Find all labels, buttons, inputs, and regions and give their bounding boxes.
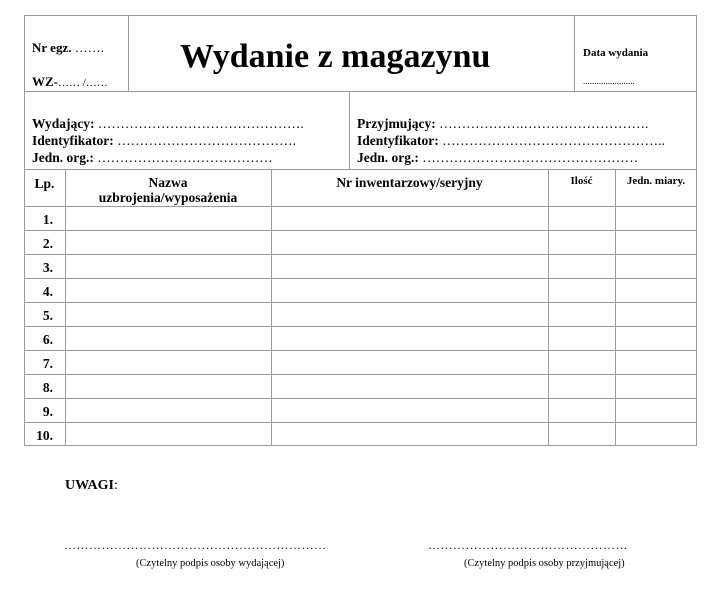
- col-header-name: [65, 175, 271, 205]
- table-row-line: [24, 398, 697, 399]
- nr-egz-value: …….: [74, 40, 104, 55]
- receiver-id-value: …………………………………………..: [442, 133, 665, 148]
- table-row-number: 1.: [42, 212, 53, 227]
- receiver-value: ……………….……………………….: [439, 116, 649, 131]
- receiver-signature-caption: (Czytelny podpis osoby przyjmującej): [464, 558, 625, 569]
- header-bottom-line: [24, 91, 697, 92]
- issuer-unit-label: Jedn. org.:: [32, 150, 94, 165]
- table-row-line: [24, 326, 697, 327]
- table-header-line: [24, 206, 697, 207]
- col-line-qty: [615, 169, 616, 446]
- receiver-row: [357, 115, 665, 132]
- col-header-name-line1: Nazwa: [148, 175, 188, 190]
- table-row-number: 5.: [42, 308, 53, 323]
- notes-colon: :: [114, 478, 118, 493]
- col-header-lp: Lp.: [34, 176, 55, 191]
- receiver-block: [357, 115, 665, 166]
- wz-label: WZ-: [32, 74, 58, 89]
- issuer-signature-caption: (Czytelny podpis osoby wydającej): [136, 558, 285, 569]
- receiver-id-label: Identyfikator:: [357, 133, 439, 148]
- issuer-row: [32, 115, 304, 132]
- col-line-serial: [548, 169, 549, 446]
- date-label: Data wydania: [583, 47, 649, 59]
- receiver-unit-value: …………………………………………: [422, 150, 639, 165]
- header-divider-left: [128, 15, 129, 91]
- issuer-unit-row: [32, 149, 304, 166]
- table-row-number: 9.: [42, 404, 53, 419]
- table-row-line: [24, 422, 697, 423]
- receiver-id-row: [357, 132, 665, 149]
- col-header-qty: Ilość: [570, 175, 593, 187]
- table-row-line: [24, 302, 697, 303]
- receiver-unit-label: Jedn. org.:: [357, 150, 419, 165]
- nr-egz-field: [32, 40, 104, 56]
- receiver-signature-line: …………………………………………: [428, 538, 628, 552]
- issuer-value: ……………………………………….: [97, 116, 304, 131]
- table-row-number: 8.: [42, 380, 53, 395]
- table-row-number: 10.: [36, 428, 53, 443]
- table-row-line: [24, 230, 697, 231]
- issuer-signature-line: ………………………………………………………: [64, 538, 327, 552]
- table-row-line: [24, 278, 697, 279]
- issuer-id-row: [32, 132, 304, 149]
- table-row-line: [24, 254, 697, 255]
- nr-egz-label: Nr egz.: [32, 40, 72, 55]
- receiver-unit-row: [357, 149, 665, 166]
- header-divider-right: [574, 15, 575, 91]
- wz-field: [32, 74, 108, 90]
- issuer-label: Wydający:: [32, 116, 95, 131]
- issuer-id-label: Identyfikator:: [32, 133, 114, 148]
- page-title: Wydanie z magazynu: [180, 38, 491, 75]
- issuer-unit-value: …………………………………: [97, 150, 273, 165]
- col-line-lp: [65, 169, 66, 446]
- receiver-label: Przyjmujący:: [357, 116, 436, 131]
- parties-divider: [349, 91, 350, 169]
- table-row-number: 4.: [42, 284, 53, 299]
- col-line-name: [271, 169, 272, 446]
- table-row-line: [24, 350, 697, 351]
- wz-value: …… /……: [58, 77, 108, 89]
- issuer-block: [32, 115, 304, 166]
- col-header-serial: Nr inwentarzowy/seryjny: [336, 175, 483, 190]
- table-row-number: 7.: [42, 356, 53, 371]
- notes-label-text: UWAGI: [65, 478, 115, 493]
- col-header-unit: Jedn. miary.: [626, 175, 686, 187]
- table-row-number: 3.: [42, 260, 53, 275]
- table-row-line: [24, 374, 697, 375]
- date-value: .......................: [583, 76, 635, 86]
- table-row-number: 6.: [42, 332, 53, 347]
- table-row-number: 2.: [42, 236, 53, 251]
- notes-label: [65, 478, 118, 494]
- col-header-name-line2: uzbrojenia/wyposażenia: [98, 190, 238, 205]
- parties-bottom-line: [24, 169, 697, 170]
- issuer-id-value: ………………………………….: [117, 133, 296, 148]
